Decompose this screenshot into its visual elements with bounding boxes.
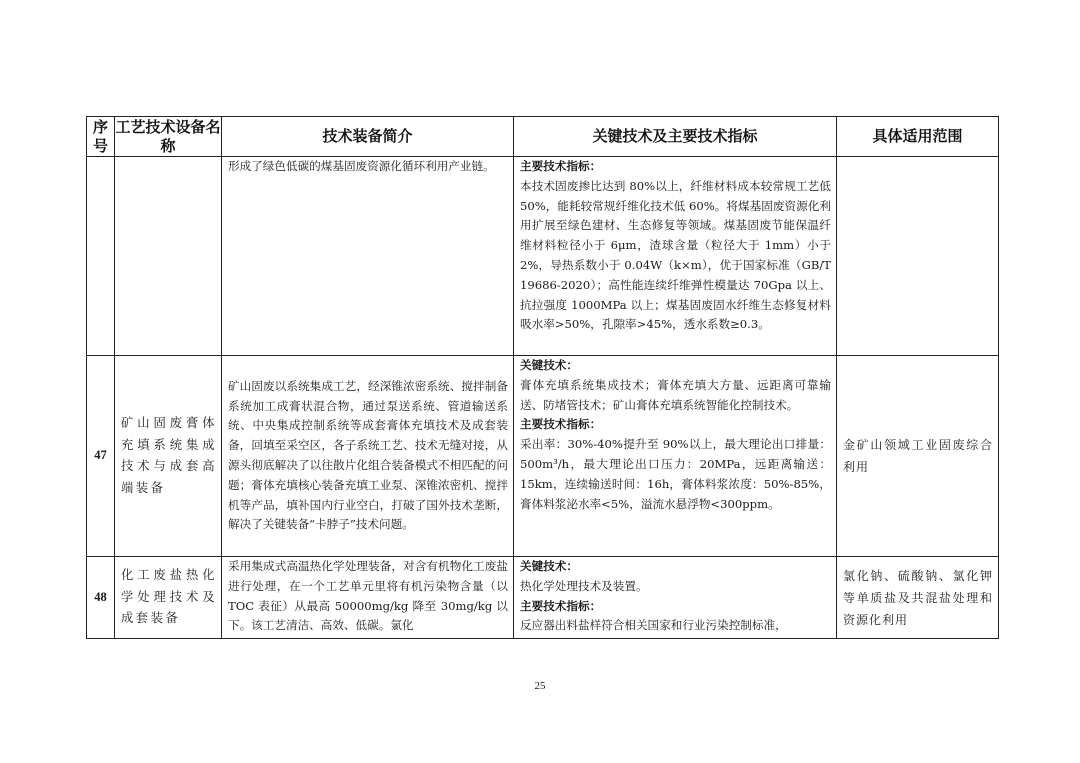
indicator-label: 主要技术指标： (520, 159, 602, 173)
header-equipment-name: 工艺技术设备名称 (115, 117, 221, 155)
indicator-text: 反应器出料盐样符合相关国家和行业污染控制标准， (520, 618, 787, 633)
indicator-label: 主要技术指标： (520, 598, 602, 613)
row-equipment-name: 化工废盐热化学处理技术及成套装备 (115, 557, 222, 639)
technology-table (86, 116, 999, 639)
key-tech-text: 膏体充填系统集成技术；膏体充填大方量、远距离可靠输送、防堵管技术；矿山膏体充填系统智能化控制技术。 (520, 377, 831, 412)
row-key-technology (514, 157, 837, 356)
row-number: 47 (87, 356, 115, 557)
table-row (87, 356, 999, 557)
row-key-technology (514, 557, 837, 639)
row-number: 48 (87, 557, 115, 639)
row-application-scope (837, 157, 999, 356)
key-tech-text: 热化学处理技术及装置。 (520, 578, 648, 593)
row-number (87, 157, 115, 356)
key-tech-label: 关键技术： (520, 358, 578, 372)
row-application-scope: 金矿山领域工业固废综合利用 (837, 356, 999, 557)
row-key-technology (514, 356, 837, 557)
header-application-scope: 具体适用范围 (837, 117, 999, 157)
table-header-row (87, 117, 999, 157)
table-row (87, 557, 999, 639)
header-key-technology: 关键技术及主要技术指标 (514, 117, 837, 157)
indicator-text: 采出率：30%-40%提升至 90%以上，最大理论出口排量：500m³/h，最大理论出口压力：20MPa，远距离输送：15km，连续输送时间：16h，膏体料浆浓度：50%-85%，膏体料浆泌水率<5%，溢流水悬浮物<300ppm。 (520, 437, 831, 511)
row-equipment-name (115, 157, 222, 356)
row-application-scope: 氯化钠、硫酸钠、氯化钾等单质盐及共混盐处理和资源化利用 (837, 557, 999, 639)
page-number: 25 (534, 680, 546, 692)
row-introduction: 形成了绿色低碳的煤基固废资源化循环利用产业链。 (222, 157, 514, 356)
indicator-label: 主要技术指标： (520, 417, 602, 432)
row-introduction: 矿山固废以系统集成工艺，经深锥浓密系统、搅拌制备系统加工成膏状混合物，通过泵送系统、管道输送系统、中央集成控制系统等成套膏体充填技术及成套装备，回填至采空区，各子系统工艺、技术无缝对接，从源头彻底解决了以往散片化组合装备模式不相匹配的问题；膏体充填核心装备充填工业泵、深锥浓密机、搅拌机等产品，填补国内行业空白，打破了国外技术垄断，解决了关键装备“卡脖子”技术问题。 (222, 356, 514, 557)
key-tech-label: 关键技术： (520, 559, 578, 573)
header-serial-number: 序号 (87, 117, 115, 157)
row-introduction: 采用集成式高温热化学处理装备，对含有机物化工废盐进行处理，在一个工艺单元里将有机污染物含量（以 TOC 表征）从最高 50000mg/kg 降至 30mg/kg 以下。该工艺清洁、高效、低碳。氯化 (222, 557, 514, 639)
header-introduction: 技术装备简介 (222, 117, 514, 157)
table-row (87, 157, 999, 356)
indicator-text: 本技术固废掺比达到 80%以上，纤维材料成本较常规工艺低 50%，能耗较常规纤维化技术低 60%。将煤基固废资源化利用扩展至绿色建材、生态修复等领域。煤基固废节能保温纤维材料粒径小于 6μm，渣球含量（粒径大于 1mm）小于 2%，导热系数小于 0.04W（k×m），优于国家标准（GB/T 19686-2020）；高性能连续纤维弹性模量达 70Gpa 以上、抗拉强度 1000MPa 以上；煤基固废固水纤维生态修复材料吸水率>50%，孔隙率>45%，透水系数≥0.3。 (520, 178, 831, 332)
row-equipment-name: 矿山固废膏体充填系统集成技术与成套高端装备 (115, 356, 222, 557)
